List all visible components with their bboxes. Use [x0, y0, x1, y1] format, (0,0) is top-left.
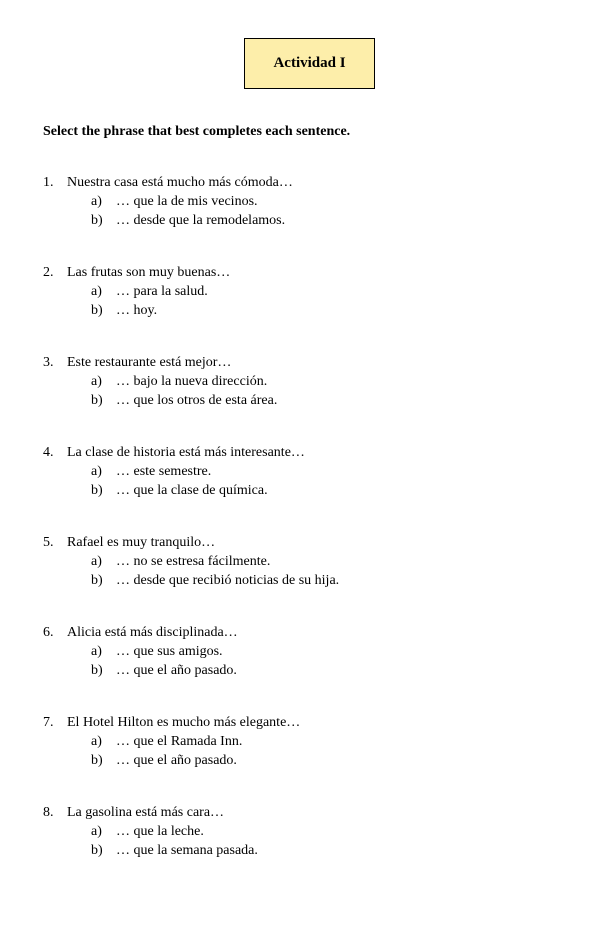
answer-option[interactable]	[0, 282, 600, 301]
question-line	[0, 713, 600, 732]
question-text: Las frutas son muy buenas…	[67, 265, 231, 280]
option-letter: a)	[91, 374, 102, 389]
question-item	[0, 803, 600, 860]
option-text: … este semestre.	[116, 464, 212, 479]
question-line	[0, 623, 600, 642]
answer-option[interactable]	[0, 841, 600, 860]
answer-option[interactable]	[0, 642, 600, 661]
option-letter: a)	[91, 194, 102, 209]
question-item	[0, 533, 600, 590]
option-text: … que sus amigos.	[116, 644, 223, 659]
option-letter: b)	[91, 663, 103, 678]
option-text: … que el año pasado.	[116, 753, 237, 768]
question-number: 1.	[43, 175, 54, 190]
question-number: 8.	[43, 805, 54, 820]
question-text: Rafael es muy tranquilo…	[67, 535, 216, 550]
option-letter: a)	[91, 554, 102, 569]
question-number: 5.	[43, 535, 54, 550]
option-letter: b)	[91, 483, 103, 498]
answer-option[interactable]	[0, 661, 600, 680]
question-text: El Hotel Hilton es mucho más elegante…	[67, 715, 301, 730]
answer-option[interactable]	[0, 391, 600, 410]
option-text: … desde que recibió noticias de su hija.	[116, 573, 340, 588]
question-text: Nuestra casa está mucho más cómoda…	[67, 175, 293, 190]
option-text: … que la leche.	[116, 824, 204, 839]
answer-option[interactable]	[0, 552, 600, 571]
option-letter: b)	[91, 303, 103, 318]
question-item	[0, 443, 600, 500]
option-text: … que los otros de esta área.	[116, 393, 278, 408]
title-box	[244, 38, 375, 89]
option-letter: a)	[91, 464, 102, 479]
question-item	[0, 263, 600, 320]
answer-option[interactable]	[0, 822, 600, 841]
option-text: … bajo la nueva dirección.	[116, 374, 268, 389]
option-letter: a)	[91, 284, 102, 299]
option-text: … para la salud.	[116, 284, 208, 299]
question-number: 4.	[43, 445, 54, 460]
instructions: Select the phrase that best completes each sentence.	[43, 124, 351, 139]
answer-option[interactable]	[0, 751, 600, 770]
option-letter: a)	[91, 824, 102, 839]
question-line	[0, 443, 600, 462]
question-text: La clase de historia está más interesante…	[67, 445, 305, 460]
question-line	[0, 173, 600, 192]
question-number: 2.	[43, 265, 54, 280]
answer-option[interactable]	[0, 481, 600, 500]
option-text: … que la de mis vecinos.	[116, 194, 258, 209]
question-line	[0, 803, 600, 822]
question-item	[0, 353, 600, 410]
option-letter: b)	[91, 753, 103, 768]
question-number: 3.	[43, 355, 54, 370]
option-text: … desde que la remodelamos.	[116, 213, 286, 228]
option-text: … que la semana pasada.	[116, 843, 258, 858]
question-item	[0, 173, 600, 230]
question-line	[0, 263, 600, 282]
option-text: … que el Ramada Inn.	[116, 734, 243, 749]
answer-option[interactable]	[0, 192, 600, 211]
option-letter: b)	[91, 213, 103, 228]
question-text: Alicia está más disciplinada…	[67, 625, 238, 640]
option-letter: b)	[91, 393, 103, 408]
option-letter: a)	[91, 734, 102, 749]
answer-option[interactable]	[0, 571, 600, 590]
question-item	[0, 713, 600, 770]
answer-option[interactable]	[0, 462, 600, 481]
option-text: … que el año pasado.	[116, 663, 237, 678]
answer-option[interactable]	[0, 301, 600, 320]
question-number: 6.	[43, 625, 54, 640]
question-item	[0, 623, 600, 680]
option-letter: b)	[91, 843, 103, 858]
answer-option[interactable]	[0, 732, 600, 751]
question-line	[0, 353, 600, 372]
option-letter: a)	[91, 644, 102, 659]
option-letter: b)	[91, 573, 103, 588]
page-title: Actividad I	[273, 55, 346, 71]
question-number: 7.	[43, 715, 54, 730]
answer-option[interactable]	[0, 372, 600, 391]
answer-option[interactable]	[0, 211, 600, 230]
question-line	[0, 533, 600, 552]
option-text: … no se estresa fácilmente.	[116, 554, 271, 569]
option-text: … hoy.	[116, 303, 158, 318]
question-text: Este restaurante está mejor…	[67, 355, 232, 370]
option-text: … que la clase de química.	[116, 483, 268, 498]
question-text: La gasolina está más cara…	[67, 805, 225, 820]
